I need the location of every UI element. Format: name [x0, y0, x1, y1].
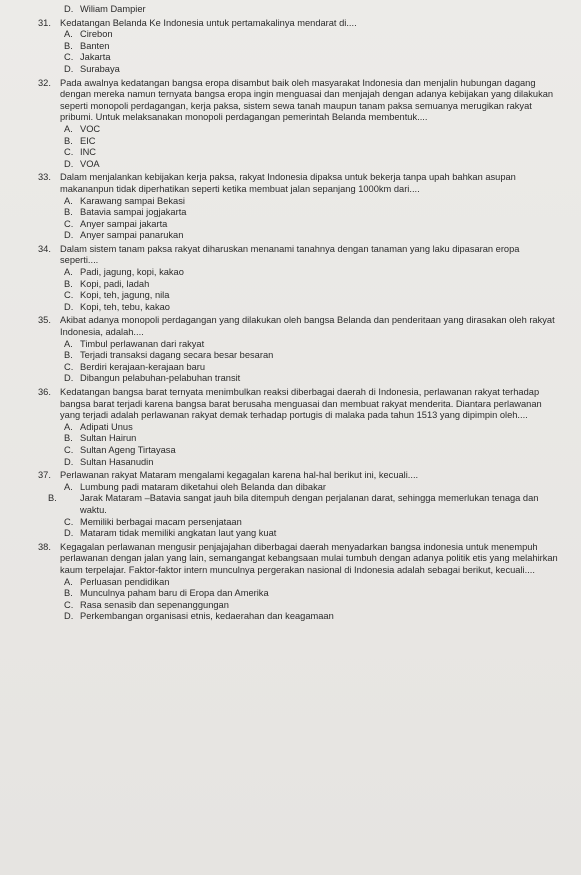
answer-option: [64, 159, 558, 171]
option-text: Anyer sampai jakarta: [80, 218, 168, 229]
option-letter: B.: [64, 588, 73, 599]
option-text: Surabaya: [80, 63, 120, 74]
option-text: Sultan Hasanudin: [80, 456, 154, 467]
option-letter: D.: [64, 456, 74, 467]
option-text: Mataram tidak memiliki angkatan laut yang kuat: [80, 528, 277, 539]
question-number: 31.: [38, 17, 51, 28]
answer-option: [64, 196, 558, 208]
answer-option: [64, 577, 558, 589]
question-number: 38.: [38, 541, 51, 552]
option-letter: C.: [64, 599, 74, 610]
questions-container: [38, 18, 558, 623]
answer-option: [64, 207, 558, 219]
answer-option: [64, 279, 558, 291]
option-text: Karawang sampai Bekasi: [80, 195, 185, 206]
option-letter: C.: [64, 361, 74, 372]
question-text: Kedatangan bangsa barat ternyata menimbulkan reaksi diberbagai daerah di Indonesia, perlawanan rakyat terhadap bangsa barat terjadi karena bangsa barat berusaha menguasai dan membuat rakyat menderita. Diantara perlawanan yang terjadi adalah perlawanan rakyat demak terhadap portugis di malaka pada tahun 1513 yang dipimpin oleh....: [60, 387, 542, 421]
options-list: [38, 422, 558, 468]
option-text: Anyer sampai panarukan: [80, 230, 184, 241]
option-letter: D.: [64, 301, 74, 312]
question-text: Kegagalan perlawanan mengusir penjajajahan diberbagai daerah menyadarkan bangsa indonesia untuk menempuh perlawanan dengan jalan yang lain, semangangat kebangsaan mulai tumbuh dengan adanya politik etis yang melahirkan kaum terpelajar. Faktor-faktor intern munculnya pergerakan nasional di Indonesia adalah sebagai berikut, kecuali....: [60, 541, 558, 575]
option-letter: D.: [64, 373, 74, 384]
option-letter: C.: [64, 147, 74, 158]
question-text: Perlawanan rakyat Mataram mengalami kegagalan karena hal-hal berikut ini, kecuali....: [60, 470, 419, 481]
answer-option: [64, 517, 558, 529]
option-text: Batavia sampai jogjakarta: [80, 207, 187, 218]
answer-option: [64, 611, 558, 623]
option-letter: B.: [64, 433, 73, 444]
option-text: Padi, jagung, kopi, kakao: [80, 267, 184, 278]
question-text-block: [38, 78, 558, 124]
question-text-block: [38, 244, 558, 267]
option-text: Memiliki berbagai macam persenjataan: [80, 516, 242, 527]
answer-option: [64, 136, 558, 148]
option-letter: C.: [64, 218, 74, 229]
question-list: [38, 4, 558, 623]
question: [38, 18, 558, 76]
option-text: Jakarta: [80, 52, 111, 63]
leading-option: [38, 4, 558, 16]
answer-option: [64, 422, 558, 434]
answer-option: [64, 64, 558, 76]
options-list: [38, 482, 558, 540]
option-letter: D.: [64, 528, 74, 539]
answer-option: [64, 350, 558, 362]
option-letter: B.: [64, 40, 73, 51]
option-text: Kopi, padi, ladah: [80, 278, 150, 289]
option-letter: C.: [64, 290, 74, 301]
answer-option: [64, 339, 558, 351]
option-letter: D.: [64, 230, 74, 241]
answer-option: [64, 302, 558, 314]
option-letter: B.: [48, 493, 57, 504]
options-list: [38, 124, 558, 170]
question: [38, 315, 558, 385]
question-text-block: [38, 172, 558, 195]
question-text: Dalam sistem tanam paksa rakyat diharuskan menanami tanahnya dengan tanaman yang laku dipasaran eropa seperti....: [60, 243, 520, 266]
answer-option: [64, 230, 558, 242]
answer-option: [64, 528, 558, 540]
question-number: 35.: [38, 315, 51, 326]
question: [38, 172, 558, 242]
answer-option: [64, 362, 558, 374]
option-text: INC: [80, 147, 97, 158]
option-letter: A.: [64, 576, 73, 587]
option-letter: D.: [64, 63, 74, 74]
answer-option: [64, 588, 558, 600]
question-text-block: [38, 387, 558, 422]
question-number: 36.: [38, 387, 51, 397]
option-text: Terjadi transaksi dagang secara besar besaran: [80, 350, 274, 361]
option-text: Dibangun pelabuhan-pelabuhan transit: [80, 373, 241, 384]
answer-option: [64, 433, 558, 445]
option-letter: D.: [64, 158, 74, 169]
question-text-block: [38, 470, 558, 482]
option-text: Wiliam Dampier: [80, 4, 146, 14]
option-text: VOA: [80, 158, 100, 169]
option-letter: D.: [64, 611, 74, 622]
answer-option: [64, 445, 558, 457]
option-letter: A.: [64, 29, 73, 40]
option-letter: A.: [64, 267, 73, 278]
options-list: [38, 29, 558, 75]
option-text: Cirebon: [80, 29, 113, 40]
option-text: Timbul perlawanan dari rakyat: [80, 338, 205, 349]
question-text-block: [38, 315, 558, 338]
question: [38, 78, 558, 171]
option-letter: A.: [64, 123, 73, 134]
option-letter: B.: [64, 278, 73, 289]
question-text: Akibat adanya monopoli perdagangan yang dilakukan oleh bangsa Belanda dan penderitaan yang dirasakan oleh rakyat Indonesia, adalah....: [60, 315, 555, 338]
question-number: 32.: [38, 77, 51, 88]
option-text: Perkembangan organisasi etnis, kedaerahan dan keagamaan: [80, 611, 334, 622]
option-text: Jarak Mataram –Batavia sangat jauh bila ditempuh dengan perjalanan darat, sehingga memerlukan tenaga dan waktu.: [80, 493, 539, 515]
answer-option: [64, 482, 558, 494]
option-letter: B.: [64, 207, 73, 218]
question-number: 34.: [38, 243, 51, 254]
answer-option: [64, 600, 558, 612]
answer-option: [64, 267, 558, 279]
question-text-block: [38, 18, 558, 30]
answer-option: [64, 457, 558, 469]
option-text: Berdiri kerajaan-kerajaan baru: [80, 361, 206, 372]
option-text: Lumbung padi mataram diketahui oleh Belanda dan dibakar: [80, 481, 327, 492]
answer-option: [64, 52, 558, 64]
option-letter: C.: [64, 52, 74, 63]
question: [38, 470, 558, 540]
question-number: 37.: [38, 470, 51, 481]
answer-option: [64, 290, 558, 302]
option-letter: A.: [64, 421, 73, 432]
option-text: EIC: [80, 135, 96, 146]
question: [38, 542, 558, 623]
question-text: Kedatangan Belanda Ke Indonesia untuk pertamakalinya mendarat di....: [60, 17, 357, 28]
question-number: 33.: [38, 172, 51, 183]
question: [38, 244, 558, 314]
options-list: [38, 196, 558, 242]
option-text: Rasa senasib dan sepenanggungan: [80, 599, 229, 610]
option-text: Banten: [80, 40, 110, 51]
answer-option: [64, 373, 558, 385]
answer-option: [64, 124, 558, 136]
question-text: Pada awalnya kedatangan bangsa eropa disambut baik oleh masyarakat Indonesia dan menjalin hubungan dagang dengan mereka namun ternyata bangsa eropa ingin menguasai dan menjajah dengan adanya kebijakan yang dilakukan seperti monopoli perdagangan, kerja paksa, sistem sewa tanah maupun tanam paksa semuanya merugikan rakyat pribumi. Untuk melaksanakan monopoli perdagangan pemerintah Belanda membentuk....: [60, 77, 554, 123]
option-text: Munculnya paham baru di Eropa dan Amerika: [80, 588, 269, 599]
option-letter: A.: [64, 338, 73, 349]
option-letter: C.: [64, 444, 74, 455]
option-letter: B.: [64, 135, 73, 146]
option-text: Sultan Hairun: [80, 433, 137, 444]
question: [38, 387, 558, 468]
option-text: Adipati Unus: [80, 421, 133, 432]
option-letter: A.: [64, 481, 73, 492]
option-letter: B.: [64, 350, 73, 361]
option-text: Perluasan pendidikan: [80, 576, 170, 587]
option-letter: C.: [64, 516, 74, 527]
answer-option: [64, 29, 558, 41]
answer-option: [64, 147, 558, 159]
answer-option: [64, 41, 558, 53]
option-text: Sultan Ageng Tirtayasa: [80, 444, 176, 455]
options-list: [38, 577, 558, 623]
options-list: [38, 339, 558, 385]
option-letter: A.: [64, 195, 73, 206]
answer-option: [64, 219, 558, 231]
option-text: Kopi, teh, jagung, nila: [80, 290, 170, 301]
answer-option: [48, 493, 558, 516]
options-list: [38, 267, 558, 313]
option-letter: D.: [64, 4, 74, 14]
question-text-block: [38, 542, 558, 577]
question-text: Dalam menjalankan kebijakan kerja paksa, rakyat Indonesia dipaksa untuk bekerja tanpa upah bahkan asupan makananpun tidak diperhatikan seperti ketika membuat jalan sepanjang 1000km dari....: [60, 172, 516, 194]
option-text: VOC: [80, 123, 101, 134]
option-text: Kopi, teh, tebu, kakao: [80, 301, 170, 312]
